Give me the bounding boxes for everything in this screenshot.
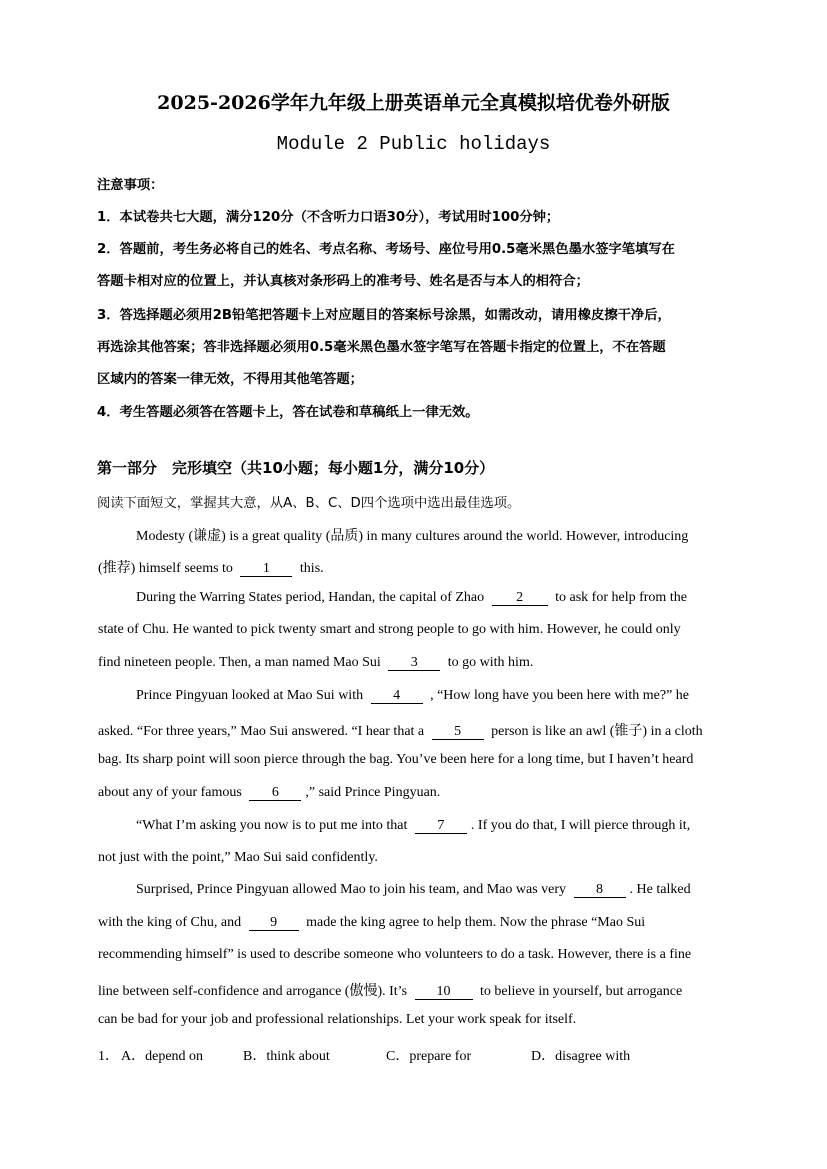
notice-item-4: 4．考生答题必须答在答题卡上，答在试卷和草稿纸上一律无效。 <box>97 405 479 420</box>
passage-text: find nineteen people. Then, a man named Mao Sui <box>98 655 381 670</box>
passage-line <box>98 525 730 545</box>
passage-text: this. <box>299 561 324 576</box>
blank-3[interactable]: 3 <box>388 655 440 671</box>
option-a[interactable]: A．depend on <box>121 1049 204 1064</box>
passage-text: person is like an awl (锥子) in a cloth <box>491 724 703 739</box>
blank-8[interactable]: 8 <box>574 882 626 898</box>
passage-line <box>98 947 730 963</box>
passage-text: , “How long have you been here with me?” he <box>430 688 689 703</box>
blank-5[interactable]: 5 <box>432 724 484 740</box>
passage-text: not just with the point,” Mao Sui said confidently. <box>98 850 378 865</box>
blank-9[interactable]: 9 <box>249 915 299 931</box>
passage-line <box>98 1012 730 1028</box>
option-c[interactable]: C．prepare for <box>386 1049 472 1064</box>
passage-text: During the Warring States period, Handan, the capital of Zhao <box>136 590 485 605</box>
passage-text: . If you do that, I will pierce through it, <box>470 818 691 833</box>
passage-text: (推荐) himself seems to <box>98 561 233 576</box>
passage-line <box>98 818 730 834</box>
option-b[interactable]: B．think about <box>243 1049 330 1064</box>
passage-text: Modesty (谦虚) is a great quality (品质) in many cultures around the world. However, introducing <box>136 529 689 544</box>
passage-line <box>98 980 730 1000</box>
passage-line <box>98 850 730 866</box>
blank-1[interactable]: 1 <box>240 561 292 577</box>
blank-2[interactable]: 2 <box>492 590 548 606</box>
passage-line <box>98 557 730 577</box>
passage-text: line between self-confidence and arrogance (傲慢). It’s <box>98 984 408 999</box>
notice-item-3a: 3．答选择题必须用2B铅笔把答题卡上对应题目的答案标号涂黑，如需改动，请用橡皮擦干净后， <box>97 308 671 323</box>
passage-text: made the king agree to help them. Now the phrase “Mao Sui <box>306 915 646 930</box>
blank-4[interactable]: 4 <box>371 688 423 704</box>
passage-text: bag. Its sharp point will soon pierce through the bag. You’ve been here for a long time, but I haven’t heard <box>98 752 694 767</box>
passage-text: recommending himself” is used to describe someone who volunteers to do a task. However, there is a fine <box>98 947 692 962</box>
notice-item-1: 1．本试卷共七大题，满分120分（不含听力口语30分），考试用时100分钟； <box>97 210 560 225</box>
passage-line <box>98 915 730 931</box>
passage-text: “What I’m asking you now is to put me into that <box>136 818 408 833</box>
passage-text: state of Chu. He wanted to pick twenty smart and strong people to go with him. However, he could only <box>98 622 681 637</box>
passage-text: ,” said Prince Pingyuan. <box>305 785 441 800</box>
passage-text: can be bad for your job and professional relationships. Let your work speak for itself. <box>98 1012 577 1027</box>
question-number: 1． <box>98 1049 119 1064</box>
blank-6[interactable]: 6 <box>249 785 301 801</box>
section-title: 第一部分 完形填空（共10小题；每小题1分，满分10分） <box>97 459 495 477</box>
passage-text: to go with him. <box>447 655 534 670</box>
passage-text: about any of your famous <box>98 785 242 800</box>
blank-7[interactable]: 7 <box>415 818 467 834</box>
notice-item-2a: 2．答题前，考生务必将自己的姓名、考点名称、考场号、座位号用0.5毫米黑色墨水签字笔填写在 <box>97 242 675 257</box>
passage-line <box>98 720 730 740</box>
notice-item-3c: 区域内的答案一律无效，不得用其他笔答题； <box>97 372 363 387</box>
passage-text: asked. “For three years,” Mao Sui answered. “I hear that a <box>98 724 425 739</box>
passage-line <box>98 752 730 768</box>
option-d[interactable]: D．disagree with <box>531 1049 631 1064</box>
passage-line <box>98 622 730 638</box>
passage-line <box>98 785 730 801</box>
passage-text: Prince Pingyuan looked at Mao Sui with <box>136 688 364 703</box>
passage-text: to believe in yourself, but arrogance <box>480 984 683 999</box>
passage-text: with the king of Chu, and <box>98 915 242 930</box>
blank-10[interactable]: 10 <box>415 984 473 1000</box>
passage-text: to ask for help from the <box>555 590 687 605</box>
passage-line <box>98 688 730 704</box>
notice-heading: 注意事项： <box>97 178 164 193</box>
page-title: 2025-2026学年九年级上册英语单元全真模拟培优卷外研版 <box>157 92 670 114</box>
passage-text: Surprised, Prince Pingyuan allowed Mao to join his team, and Mao was very <box>136 882 567 897</box>
section-instruction: 阅读下面短文，掌握其大意，从A、B、C、D四个选项中选出最佳选项。 <box>97 496 521 511</box>
passage-text: . He talked <box>629 882 691 897</box>
notice-item-3b: 再选涂其他答案；答非选择题必须用0.5毫米黑色墨水签字笔写在答题卡指定的位置上，不在答题 <box>97 340 666 355</box>
module-subtitle: Module 2 Public holidays <box>276 133 551 155</box>
passage-line <box>98 655 730 671</box>
passage-line <box>98 882 730 898</box>
notice-item-2b: 答题卡相对应的位置上，并认真核对条形码上的准考号、姓名是否与本人的相符合； <box>97 274 589 289</box>
passage-line <box>98 590 730 606</box>
